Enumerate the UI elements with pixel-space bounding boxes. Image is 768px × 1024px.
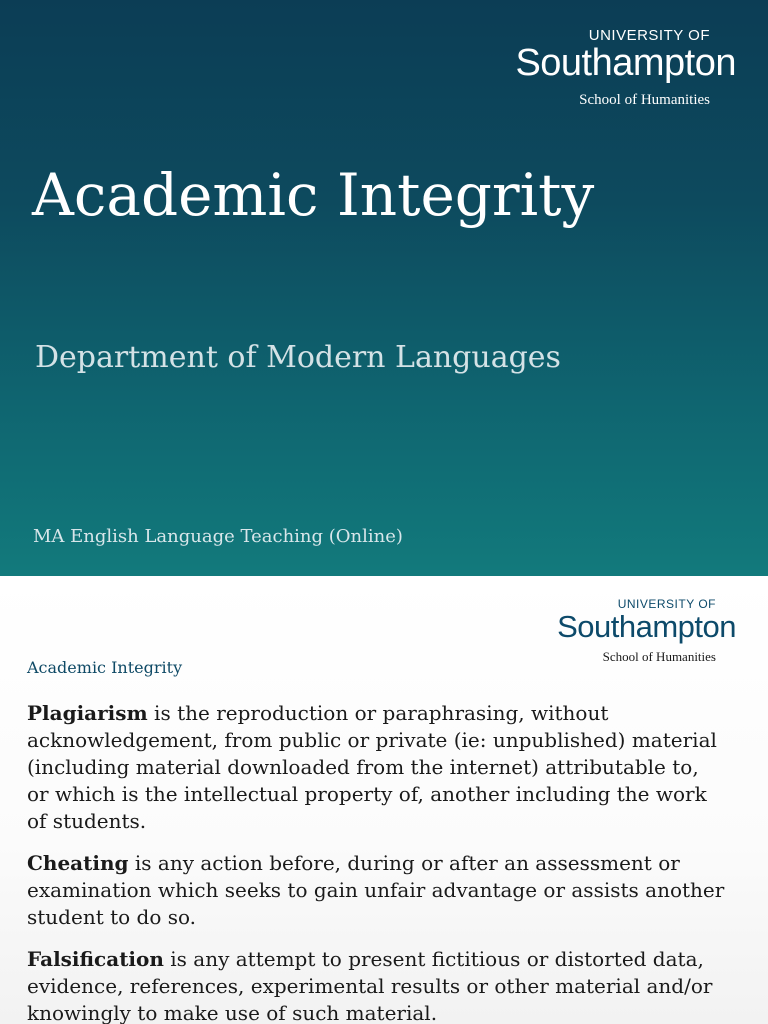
logo-university-of: UNIVERSITY OF [617,597,716,611]
definition-text: knowingly to make use of such material. [27,1001,438,1024]
definition-cheating [27,850,727,931]
definition-text: (including material downloaded from the internet) attributable to, [27,755,699,779]
slide-subtitle: Department of Modern Languages [35,340,561,375]
logo-southampton: Southampton [557,609,736,644]
definition-plagiarism [27,700,727,835]
definition-term: Plagiarism [27,701,148,725]
definition-text: acknowledgement, from public or private (ie: unpublished) material [27,728,717,752]
definition-text: examination which seeks to gain unfair advantage or assists another [27,878,725,902]
logo-southampton: Southampton [515,42,736,84]
definition-text: is the reproduction or paraphrasing, without [147,701,609,725]
definition-text: evidence, references, experimental results or other material and/or [27,974,713,998]
content-slide [0,576,768,1024]
definition-term: Falsification [27,947,164,971]
logo-school: School of Humanities [579,92,710,108]
definition-text: is any action before, during or after an assessment or [128,851,680,875]
university-logo [515,28,736,110]
definition-term: Cheating [27,851,129,875]
definition-text: student to do so. [27,905,197,929]
definition-text: of students. [27,809,147,833]
slide-title: Academic Integrity [32,161,595,229]
definition-falsification [27,946,727,1024]
logo-school: School of Humanities [602,649,716,664]
logo-university-of: UNIVERSITY OF [588,27,710,44]
definition-text: or which is the intellectual property of, another including the work [27,782,707,806]
definitions-list [27,700,727,1024]
definition-text: is any attempt to present fictitious or distorted data, [163,947,704,971]
section-heading: Academic Integrity [27,658,183,677]
university-logo-small [557,598,736,665]
programme-name: MA English Language Teaching (Online) [33,526,403,547]
